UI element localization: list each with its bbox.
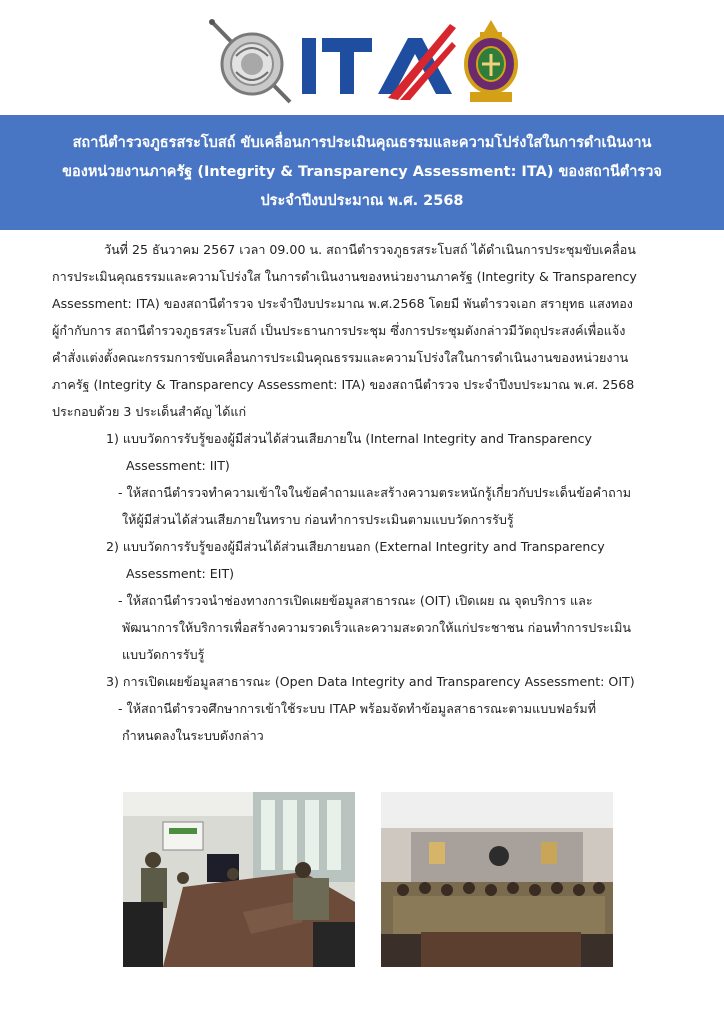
- title-banner: [0, 115, 724, 230]
- paragraph-line: ผู้กำกับการ สถานีตำรวจภูธรสระโบสถ์ เป็นประธานการประชุม ซึ่งการประชุมดังกล่าวมีวัตถุประสงค์เพื่อแจ้ง: [52, 323, 626, 338]
- banner-line-3: ประจำปีงบประมาณ พ.ศ. 2568: [260, 193, 464, 209]
- paragraph-line: คำสั่งแต่งตั้งคณะกรรมการขับเคลื่อนการประเมินคุณธรรมและความโปร่งใสในการดำเนินงานของหน่วยงาน: [52, 350, 629, 365]
- meeting-room-photo: [123, 792, 355, 967]
- banner-line-2: ของหน่วยงานภาครัฐ (Integrity & Transparency Assessment: ITA) ของสถานีตำรวจ: [62, 164, 662, 180]
- item-1-title-cont: Assessment: IIT): [126, 458, 230, 473]
- paragraph-line: การประเมินคุณธรรมและความโปร่งใส ในการดำเนินงานของหน่วยงานภาครัฐ (Integrity & Transparency: [52, 269, 637, 284]
- government-crest-icon: [460, 18, 522, 106]
- paragraph-line: วันที่ 25 ธันวาคม 2567 เวลา 09.00 น. สถานีตำรวจภูธรสระโบสถ์ ได้ดำเนินการประชุมขับเคลื่อน: [104, 242, 636, 257]
- item-3-detail: - ให้สถานีตำรวจศึกษาการเข้าใช้ระบบ ITAP พร้อมจัดทำข้อมูลสาธารณะตามแบบฟอร์มที่: [118, 701, 597, 716]
- meeting-room-photo-icon: [123, 792, 355, 967]
- group-photo: [381, 792, 613, 967]
- paragraph-line: ประกอบด้วย 3 ประเด็นสำคัญ ได้แก่: [52, 404, 247, 419]
- item-1-detail-cont: ให้ผู้มีส่วนได้ส่วนเสียภายในทราบ ก่อนทำการประเมินตามแบบวัดการรับรู้: [122, 512, 514, 527]
- paragraph-line: Assessment: ITA) ของสถานีตำรวจ ประจำปีงบประมาณ พ.ศ.2568 โดยมี พันตำรวจเอก สรายุทธ แสงทอง: [52, 296, 633, 311]
- group-photo-icon: [381, 792, 613, 967]
- item-3-detail-cont: กำหนดลงในระบบดังกล่าว: [122, 728, 264, 743]
- banner-line-1: สถานีตำรวจภูธรสระโบสถ์ ขับเคลื่อนการประเมินคุณธรรมและความโปร่งใสในการดำเนินงาน: [72, 135, 652, 151]
- item-2-detail: - ให้สถานีตำรวจนำช่องทางการเปิดเผยข้อมูลสาธารณะ (OIT) เปิดเผย ณ จุดบริการ และ: [118, 593, 593, 608]
- article-body: [52, 236, 674, 749]
- item-1-detail: - ให้สถานีตำรวจทำความเข้าใจในข้อคำถามและสร้างความตระหนักรู้เกี่ยวกับประเด็นข้อคำถาม: [118, 485, 632, 500]
- item-2-title-cont: Assessment: EIT): [126, 566, 235, 581]
- header-logos: [0, 14, 724, 106]
- ita-logo: [300, 20, 460, 106]
- item-2-detail-cont: พัฒนาการให้บริการเพื่อสร้างความรวดเร็วและความสะดวกให้แก่ประชาชน ก่อนทำการประเมิน: [122, 620, 632, 635]
- item-3-title: 3) การเปิดเผยข้อมูลสาธารณะ (Open Data Integrity and Transparency Assessment: OIT): [106, 674, 635, 689]
- paragraph-line: ภาครัฐ (Integrity & Transparency Assessment: ITA) ของสถานีตำรวจ ประจำปีงบประมาณ พ.ศ. 2568: [52, 377, 635, 392]
- item-2-detail-cont: แบบวัดการรับรู้: [122, 647, 205, 662]
- item-1-title: 1) แบบวัดการรับรู้ของผู้มีส่วนได้ส่วนเสียภายใน (Internal Integrity and Transparency: [106, 431, 592, 446]
- item-2-title: 2) แบบวัดการรับรู้ของผู้มีส่วนได้ส่วนเสียภายนอก (External Integrity and Transparency: [106, 539, 605, 554]
- police-badge-icon: [206, 18, 296, 106]
